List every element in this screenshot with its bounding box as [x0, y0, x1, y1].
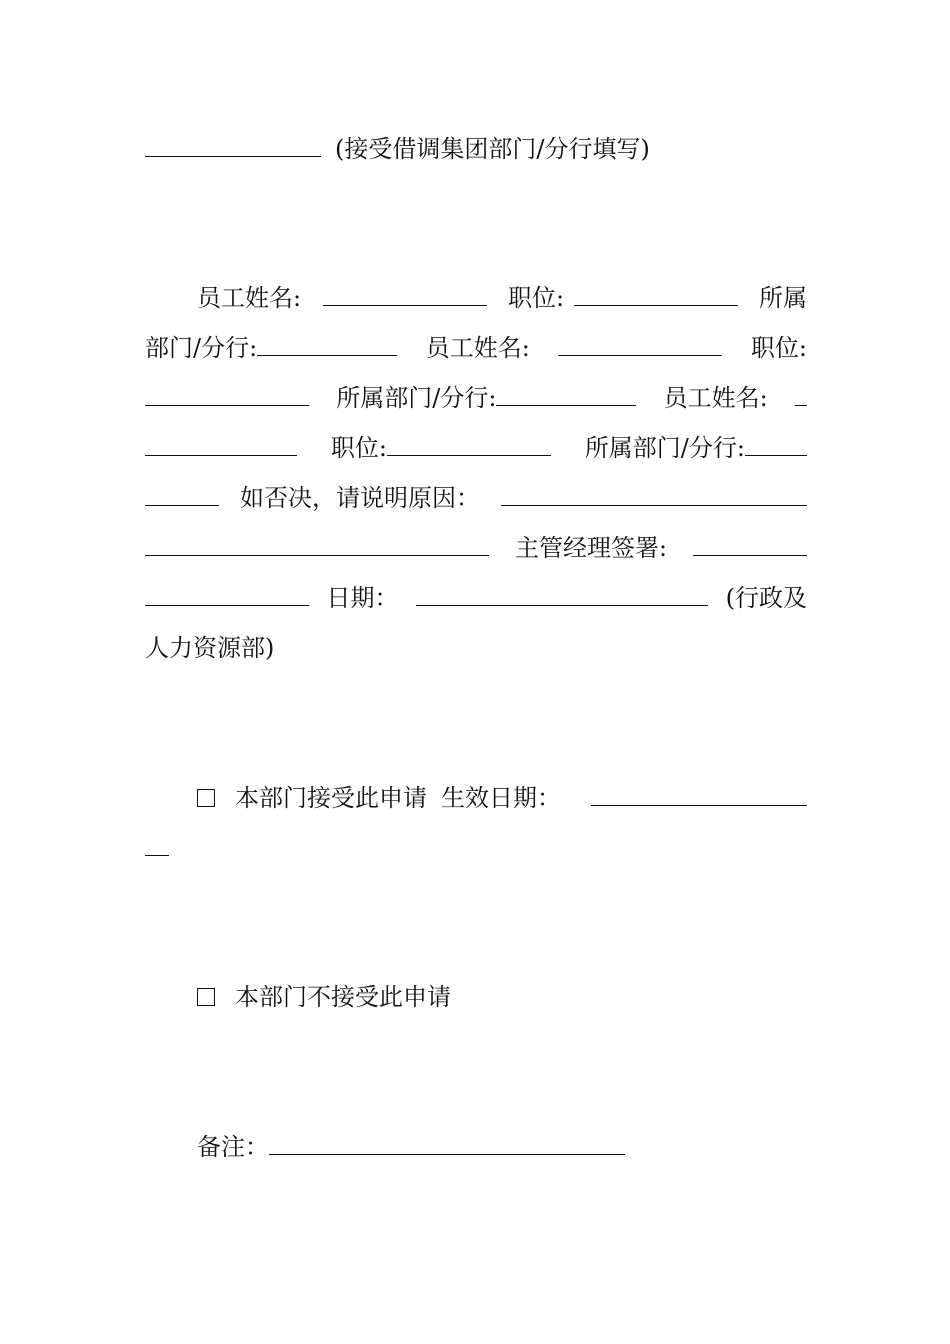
reject-reason-blank-1[interactable]	[501, 485, 807, 506]
form-line-1	[197, 283, 807, 313]
hr-note-part2: 人力资源部)	[145, 634, 275, 662]
remarks-blank[interactable]	[269, 1134, 625, 1155]
manager-signature-label: 主管经理签署:	[514, 534, 668, 562]
accept-option-row	[197, 783, 807, 813]
remarks-row	[197, 1132, 807, 1162]
form-line-4	[145, 433, 807, 463]
effective-date-label: 生效日期：	[441, 784, 561, 812]
form-line-8	[145, 633, 807, 663]
position-label-1: 职位:	[508, 284, 565, 312]
reject-option-row	[197, 982, 807, 1012]
date-label: 日期：	[326, 584, 399, 612]
reject-reason-label: 如否决，请说明原因：	[240, 484, 480, 512]
form-line-6	[145, 533, 807, 563]
position-label-2: 职位:	[750, 334, 807, 362]
accept-checkbox[interactable]	[197, 789, 215, 807]
header-line	[145, 134, 807, 164]
employee-name-label-1: 员工姓名:	[197, 284, 302, 312]
department-blank-1[interactable]	[257, 335, 397, 356]
department-blank-2[interactable]	[496, 385, 636, 406]
accept-option-row-2	[145, 833, 807, 863]
effective-date-blank-1[interactable]	[591, 785, 807, 806]
date-blank[interactable]	[416, 585, 708, 606]
form-line-7	[145, 583, 807, 613]
department-label-2: 所属部门/分行:	[336, 384, 497, 412]
department-label-1b: 部门/分行:	[145, 334, 258, 362]
position-blank-3[interactable]	[387, 435, 551, 456]
remarks-label: 备注：	[197, 1133, 269, 1161]
employee-name-label-3: 员工姓名:	[663, 384, 768, 412]
manager-signature-blank-1[interactable]	[693, 535, 807, 556]
employee-name-blank-3b[interactable]	[145, 435, 297, 456]
form-line-5	[145, 483, 807, 513]
reject-checkbox[interactable]	[197, 988, 215, 1006]
department-label-1a: 所属	[759, 284, 807, 312]
employee-name-label-2: 员工姓名:	[425, 334, 530, 362]
reject-reason-blank-2[interactable]	[145, 535, 489, 556]
department-blank-3b[interactable]	[145, 485, 219, 506]
position-blank-1[interactable]	[574, 285, 738, 306]
position-label-3: 职位:	[330, 434, 387, 462]
department-blank-3a[interactable]	[745, 435, 807, 456]
reject-label: 本部门不接受此申请	[235, 983, 451, 1011]
employee-name-blank-2[interactable]	[558, 335, 722, 356]
header-note: (接受借调集团部门/分行填写)	[335, 135, 650, 163]
employee-name-blank-1[interactable]	[323, 285, 487, 306]
accept-label: 本部门接受此申请	[235, 784, 427, 812]
department-label-3: 所属部门/分行:	[584, 434, 745, 462]
employee-name-blank-3a[interactable]	[795, 385, 807, 406]
form-line-3	[145, 383, 807, 413]
effective-date-blank-2[interactable]	[145, 835, 169, 856]
receiving-dept-blank[interactable]	[145, 136, 321, 157]
manager-signature-blank-2[interactable]	[145, 585, 309, 606]
position-blank-2[interactable]	[145, 385, 309, 406]
form-line-2	[145, 333, 807, 363]
hr-note-part1: (行政及	[725, 584, 807, 612]
